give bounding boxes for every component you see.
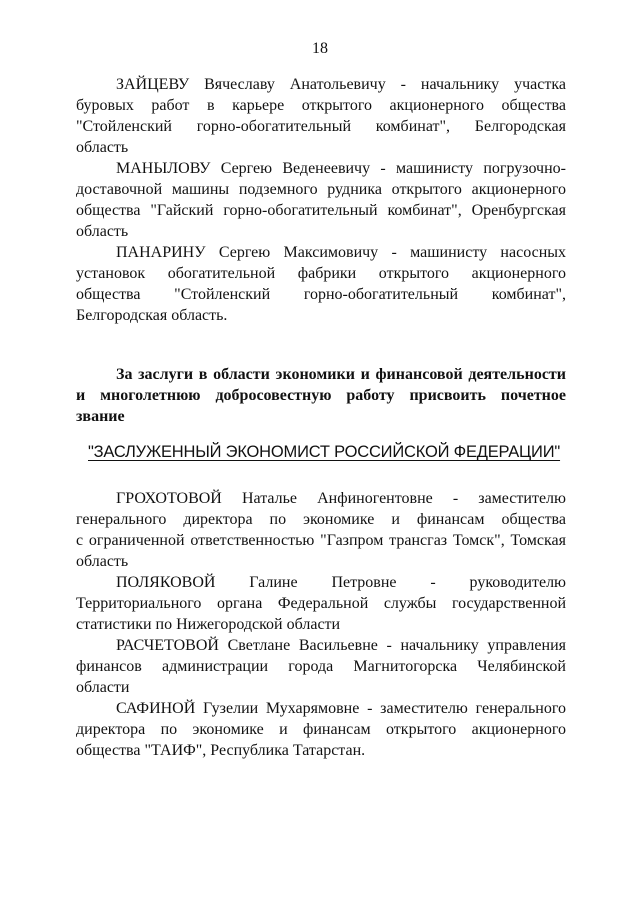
recipient-entry — [76, 698, 566, 761]
text-line: САФИНОЙ Гузелии Мухарямовне - заместителю генерального — [116, 700, 566, 717]
text-line: области — [76, 679, 130, 696]
text-line: область — [76, 139, 129, 156]
text-line: Белгородская область. — [76, 307, 228, 324]
text-line: финансов администрации города Магнитогорска Челябинской — [76, 658, 566, 675]
text-line: установок обогатительной фабрики открытого акционерного — [76, 265, 566, 282]
text-line: доставочной машины подземного рудника открытого акционерного — [76, 181, 566, 198]
recipient-entry — [76, 635, 566, 698]
text-line: ПОЛЯКОВОЙ Галине Петровне - руководителю — [116, 574, 566, 591]
text-line: область — [76, 553, 129, 570]
recipient-entry — [76, 242, 566, 326]
heading-line: звание — [76, 408, 125, 425]
text-line: генерального директора по экономике и финансам общества — [76, 511, 566, 528]
page-number: 18 — [312, 40, 328, 57]
text-line: Территориального органа Федеральной службы государственной — [76, 595, 566, 612]
text-line: МАНЫЛОВУ Сергею Веденеевичу - машинисту погрузочно- — [116, 160, 566, 177]
honorary-title: "ЗАСЛУЖЕННЫЙ ЭКОНОМИСТ РОССИЙСКОЙ ФЕДЕРАЦИИ" — [88, 443, 561, 461]
recipient-entry — [76, 74, 566, 158]
heading-line: и многолетнюю добросовестную работу присвоить почетное — [76, 387, 566, 404]
recipient-entry — [76, 158, 566, 242]
text-line: общества "ТАИФ", Республика Татарстан. — [76, 742, 366, 759]
text-line: ЗАЙЦЕВУ Вячеславу Анатольевичу - начальнику участка — [116, 76, 566, 93]
award-section-heading — [76, 364, 566, 427]
text-line: ПАНАРИНУ Сергею Максимовичу - машинисту насосных — [116, 244, 566, 261]
recipient-entry — [76, 488, 566, 572]
text-line: ГРОХОТОВОЙ Наталье Анфиногентовне - заместителю — [116, 490, 566, 507]
text-line: с ограниченной ответственностью "Газпром трансгаз Томск", Томская — [76, 532, 566, 549]
text-line: общества "Гайский горно-обогатительный комбинат", Оренбургская — [76, 202, 566, 219]
text-line: область — [76, 223, 129, 240]
text-line: РАСЧЕТОВОЙ Светлане Васильевне - начальнику управления — [116, 637, 566, 654]
text-line: директора по экономике и финансам открытого акционерного — [76, 721, 566, 738]
text-line: статистики по Нижегородской области — [76, 616, 341, 633]
text-line: "Стойленский горно-обогатительный комбинат", Белгородская — [76, 118, 566, 135]
text-line: общества "Стойленский горно-обогатительный комбинат", — [76, 286, 566, 303]
recipient-entry — [76, 572, 566, 635]
heading-line: За заслуги в области экономики и финансовой деятельности — [116, 366, 566, 383]
text-line: буровых работ в карьере открытого акционерного общества — [76, 97, 566, 114]
